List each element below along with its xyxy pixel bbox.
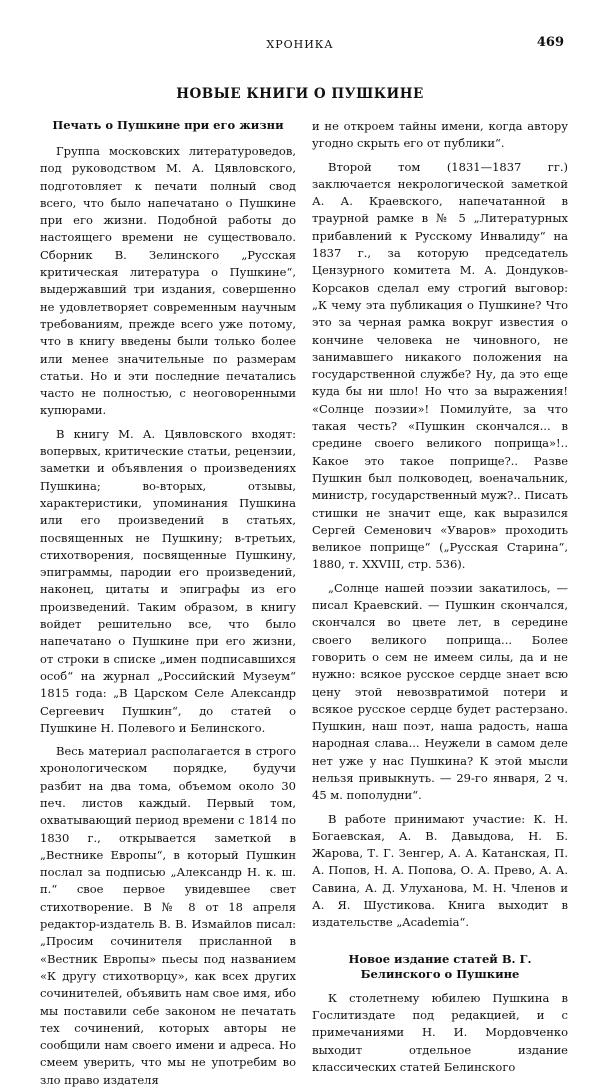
section-heading: Печать о Пушкине при его жизни [52, 118, 284, 132]
paragraph: Второй том (1831—1837 гг.) заключается некрологической заметкой А. А. Краевского, напечатанной в траурной рамке в № 5 „Литературных прибавлений к Русскому Инвалиду“ на 1837 г., за которую председатель Цензурного комитета М. А. Дондуков-Корсаков сделал ему строгий выговор: „К чему эта публикация о Пушкине? Что это за черная рамка вокруг известия о кончине человека не чиновного, не занимавшего никакого положения на государственной службе? Ну, да это еще куда бы ни шло! Но что за выражения! «Солнце поэзии»! Помилуйте, за что такая честь? «Пушкин скончался... в средине своего великого поприща»!.. Какое это такое поприще?.. Разве Пушкин был полководец, военачальник, министр, государственный муж?.. Писать стишки не значит еще, как выразился Сергей Семенович «Уваров» проходить великое поприще“ („Русская Старина“, 1880, т. XXVIII, стр. 536). [312, 159, 568, 572]
right-column [312, 118, 568, 1076]
paragraph: В книгу М. А. Цявловского входят: вопервых, критические статьи, рецензии, заметки и объявления о произведениях Пушкина; во-вторых, отзывы, характеристики, упоминания Пушкина или его произведений в статьях, посвященных не Пушкину; в-третьих, стихотворения, посвященные Пушкину, эпиграммы, пародии его произведений, наконец, цитаты и эпиграфы из его произведений. Таким образом, в книгу войдет решительно все, что было напечатано о Пушкине при его жизни, от строки в списке „имен подписавшихся особ“ на журнал „Российский Музеум“ 1815 года: „В Царском Селе Александр Сергеевич Пушкин“, до статей о Пушкине Н. Полевого и Белинского. [40, 426, 296, 735]
paragraph: Группа московских литературоведов, под руководством М. А. Цявловского, подготовляет к печати полный свод всего, что было напечатано о Пушкине при его жизни. Подобной работы до настоящего времени не существовало. Сборник В. Зелинского „Русская критическая литература о Пушкине“, выдержавший три издания, совершенно не удовлетворяет современным научным требованиям, прежде всего уже потому, что в книгу введены были только более или менее значительные по размерам статьи. Но и эти последние печатались часто не полностью, с неоговоренными купюрами. [40, 144, 296, 418]
paragraph: К столетнему юбилею Пушкина в Гослитиздате под редакцией, и с примечаниями Н. И. Мордовченко выходит отдельное издание классических статей Белинского [312, 990, 568, 1074]
paragraph: В работе принимают участие: К. Н. Богаевская, А. В. Давыдова, Н. Б. Жарова, Т. Г. Зенгер, А. А. Катанская, П. А. Попов, Н. А. Попова, О. А. Прево, А. А. Савина, А. Д. Улуханова, М. Н. Членов и А. Я. Шустикова. Книга выходит в издательстве „Academia“. [312, 811, 568, 930]
page-title: НОВЫЕ КНИГИ О ПУШКИНЕ [176, 86, 424, 102]
quote-paragraph: „Солнце нашей поэзии закатилось, — писал Краевский. — Пушкин скончался, скончался во цвете лет, в середине своего великого поприща... Более говорить о сем не имеем силы, да и не нужно: всякое русское сердце знает всю цену этой невозвратимой потери и всякое русское сердце будет растерзано. Пушкин, наш поэт, наша радость, наша народная слава... Неужели в самом деле нет уже у нас Пушкина? К этой мысли нельзя привыкнуть. — 29-го января, 2 ч. 45 м. пополудни“. [312, 580, 568, 803]
page-number: 469 [536, 35, 564, 50]
paragraph: и не откроем тайны имени, когда автору угодно скрыть его от публики“. [312, 119, 568, 151]
left-column [40, 118, 296, 1089]
section-heading: Новое издание статей В. Г. Белинского о Пушкине [348, 951, 532, 981]
paragraph: Весь материал располагается в строго хронологическом порядке, будучи разбит на два тома, объемом около 30 печ. листов каждый. Первый том, охватывающий период времени с 1814 по 1830 г., открывается заметкой в „Вестнике Европы“, в который Пушкин послал за подписью „Александр Н. к. ш. п.“ свое первое увидевшее свет стихотворение. В № 8 от 18 апреля редактор-издатель В. В. Измайлов писал: „Просим сочинителя присланной в «Вестник Европы» пьесы под названием «К другу стихотворцу», как всех других сочинителей, объявить нам свое имя, ибо мы поставили себе законом не печатать тех сочинений, которых авторы не сообщили нам своего имени и адреса. Но смеем уверить, что мы не употребим во зло право издателя [40, 744, 296, 1087]
running-header: ХРОНИКА [266, 38, 334, 51]
